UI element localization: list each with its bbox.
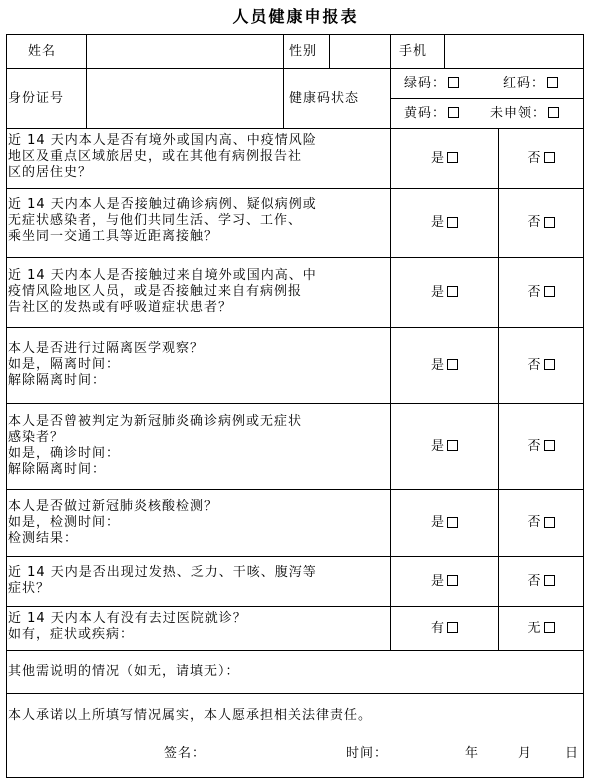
question-4-yes-option[interactable] xyxy=(391,328,498,403)
question-7 xyxy=(2,557,390,606)
yes-label: 有 xyxy=(430,620,445,636)
yellow-code-label: 黄码： xyxy=(404,105,447,121)
question-text: 本人是否曾被判定为新冠肺炎确诊病例或无症状 xyxy=(8,414,303,429)
question-text: 近 14 天内是否出现过发热、乏力、干咳、腹泻等 xyxy=(8,565,317,580)
yes-checkbox[interactable] xyxy=(447,440,458,451)
yes-checkbox[interactable] xyxy=(447,152,458,163)
yes-checkbox[interactable] xyxy=(447,359,458,370)
signature-label: 签名： xyxy=(164,746,207,761)
yes-label: 是 xyxy=(430,515,445,530)
time-label: 时间： xyxy=(346,746,389,761)
yes-label: 是 xyxy=(430,215,445,230)
yes-checkbox[interactable] xyxy=(447,217,458,228)
question-7-yes-option[interactable] xyxy=(391,557,498,606)
form-title: 人员健康申报表 xyxy=(232,7,359,26)
unclaimed-code-label: 未申领： xyxy=(490,105,547,121)
question-1-yes-option[interactable] xyxy=(391,129,498,188)
table-border-bottom xyxy=(6,777,584,778)
question-text: 近 14 天内本人是否有境外或国内高、中疫情风险 xyxy=(8,133,317,148)
question-1 xyxy=(2,129,390,188)
yes-checkbox[interactable] xyxy=(447,517,458,528)
red-code-checkbox[interactable] xyxy=(547,77,558,88)
question-text: 近 14 天内本人是否接触过来自境外或国内高、中 xyxy=(8,268,317,283)
question-text: 如是，隔离时间： xyxy=(8,357,121,372)
yes-checkbox[interactable] xyxy=(447,622,458,633)
question-8-yes-option[interactable] xyxy=(391,607,498,650)
question-8 xyxy=(2,607,390,650)
yellow-code-option[interactable] xyxy=(404,99,490,128)
table-border-right xyxy=(583,34,584,778)
question-text: 如是，确诊时间： xyxy=(8,446,121,461)
question-text: 检测结果： xyxy=(8,531,79,546)
no-label: 否 xyxy=(527,438,542,454)
table-line xyxy=(6,693,584,694)
yes-checkbox[interactable] xyxy=(447,286,458,297)
question-text: 本人是否做过新冠肺炎核酸检测？ xyxy=(8,499,219,514)
question-4 xyxy=(2,328,390,403)
question-text: 解除隔离时间： xyxy=(8,462,107,477)
phone-label: 手机 xyxy=(399,43,428,59)
question-text: 如是，检测时间： xyxy=(8,515,121,530)
green-code-option[interactable] xyxy=(404,69,494,98)
gender-field[interactable] xyxy=(330,35,390,68)
yellow-code-checkbox[interactable] xyxy=(448,107,459,118)
question-3-no-option[interactable] xyxy=(499,258,583,327)
question-4-no-option[interactable] xyxy=(499,328,583,403)
yes-label: 是 xyxy=(430,573,445,589)
question-5 xyxy=(2,404,390,489)
question-8-no-option[interactable] xyxy=(499,607,583,650)
table-line xyxy=(390,34,391,129)
green-code-checkbox[interactable] xyxy=(448,77,459,88)
no-checkbox[interactable] xyxy=(544,217,555,228)
other-notes-label: 其他需说明的情况（如无，请填无）： xyxy=(8,664,240,679)
no-label: 否 xyxy=(527,150,542,166)
no-label: 否 xyxy=(527,284,542,300)
gender-label: 性别 xyxy=(289,43,318,59)
month-label: 月 xyxy=(518,746,533,761)
red-code-option[interactable] xyxy=(503,69,583,98)
unclaimed-code-checkbox[interactable] xyxy=(548,107,559,118)
no-label: 否 xyxy=(527,573,542,589)
question-text: 如有，症状或疾病： xyxy=(8,627,135,642)
phone-field[interactable] xyxy=(445,35,583,68)
yes-label: 是 xyxy=(430,357,445,373)
no-checkbox[interactable] xyxy=(544,517,555,528)
question-6 xyxy=(2,490,390,556)
name-field[interactable] xyxy=(87,35,283,68)
no-label: 否 xyxy=(527,515,542,530)
no-label: 否 xyxy=(527,215,542,230)
question-text: 本人是否进行过隔离医学观察？ xyxy=(8,341,205,356)
no-checkbox[interactable] xyxy=(544,286,555,297)
question-1-no-option[interactable] xyxy=(499,129,583,188)
year-label: 年 xyxy=(465,746,480,761)
question-5-no-option[interactable] xyxy=(499,404,583,489)
no-label: 否 xyxy=(527,357,542,373)
question-text: 近 14 天内本人有没有去过医院就诊？ xyxy=(8,611,247,626)
question-text: 解除隔离时间： xyxy=(8,373,107,388)
commitment-statement: 本人承诺以上所填写情况属实，本人愿承担相关法律责任。 xyxy=(8,708,373,723)
question-text: 乘坐同一交通工具等近距离接触？ xyxy=(8,229,219,244)
question-6-no-option[interactable] xyxy=(499,490,583,556)
unclaimed-code-option[interactable] xyxy=(490,99,583,128)
day-label: 日 xyxy=(565,746,580,761)
id-label: 身份证号 xyxy=(8,90,65,106)
red-code-label: 红码： xyxy=(503,75,546,91)
question-text: 疫情风险地区人员，或是否接触过来自有病例报 xyxy=(8,284,303,299)
health-code-label: 健康码状态 xyxy=(289,90,360,106)
green-code-label: 绿码： xyxy=(404,75,447,91)
question-2 xyxy=(2,189,390,257)
question-2-no-option[interactable] xyxy=(499,189,583,257)
yes-label: 是 xyxy=(430,150,445,166)
no-checkbox[interactable] xyxy=(544,152,555,163)
yes-label: 是 xyxy=(430,438,445,454)
question-3-yes-option[interactable] xyxy=(391,258,498,327)
yes-checkbox[interactable] xyxy=(447,575,458,586)
question-text: 感染者？ xyxy=(8,430,65,445)
question-text: 告社区的发热或有呼吸道症状患者？ xyxy=(8,300,233,315)
question-2-yes-option[interactable] xyxy=(391,189,498,257)
question-text: 症状？ xyxy=(8,581,51,596)
table-line xyxy=(283,34,284,129)
no-checkbox[interactable] xyxy=(544,622,555,633)
question-3 xyxy=(2,258,390,327)
question-text: 近 14 天内本人是否接触过确诊病例、疑似病例或 xyxy=(8,197,317,212)
question-5-yes-option[interactable] xyxy=(391,404,498,489)
yes-label: 是 xyxy=(430,284,445,300)
question-text: 地区及重点区域旅居史，或在其他有病例报告社 xyxy=(8,149,303,164)
no-checkbox[interactable] xyxy=(544,359,555,370)
question-7-no-option[interactable] xyxy=(499,557,583,606)
no-label: 无 xyxy=(527,620,542,636)
id-field[interactable] xyxy=(87,69,283,128)
question-text: 区的居住史？ xyxy=(8,165,93,180)
question-text: 无症状感染者，与他们共同生活、学习、工作、 xyxy=(8,213,303,228)
no-checkbox[interactable] xyxy=(544,440,555,451)
signature-field[interactable] xyxy=(214,742,334,766)
question-6-yes-option[interactable] xyxy=(391,490,498,556)
name-label: 姓名 xyxy=(28,43,57,59)
no-checkbox[interactable] xyxy=(544,575,555,586)
